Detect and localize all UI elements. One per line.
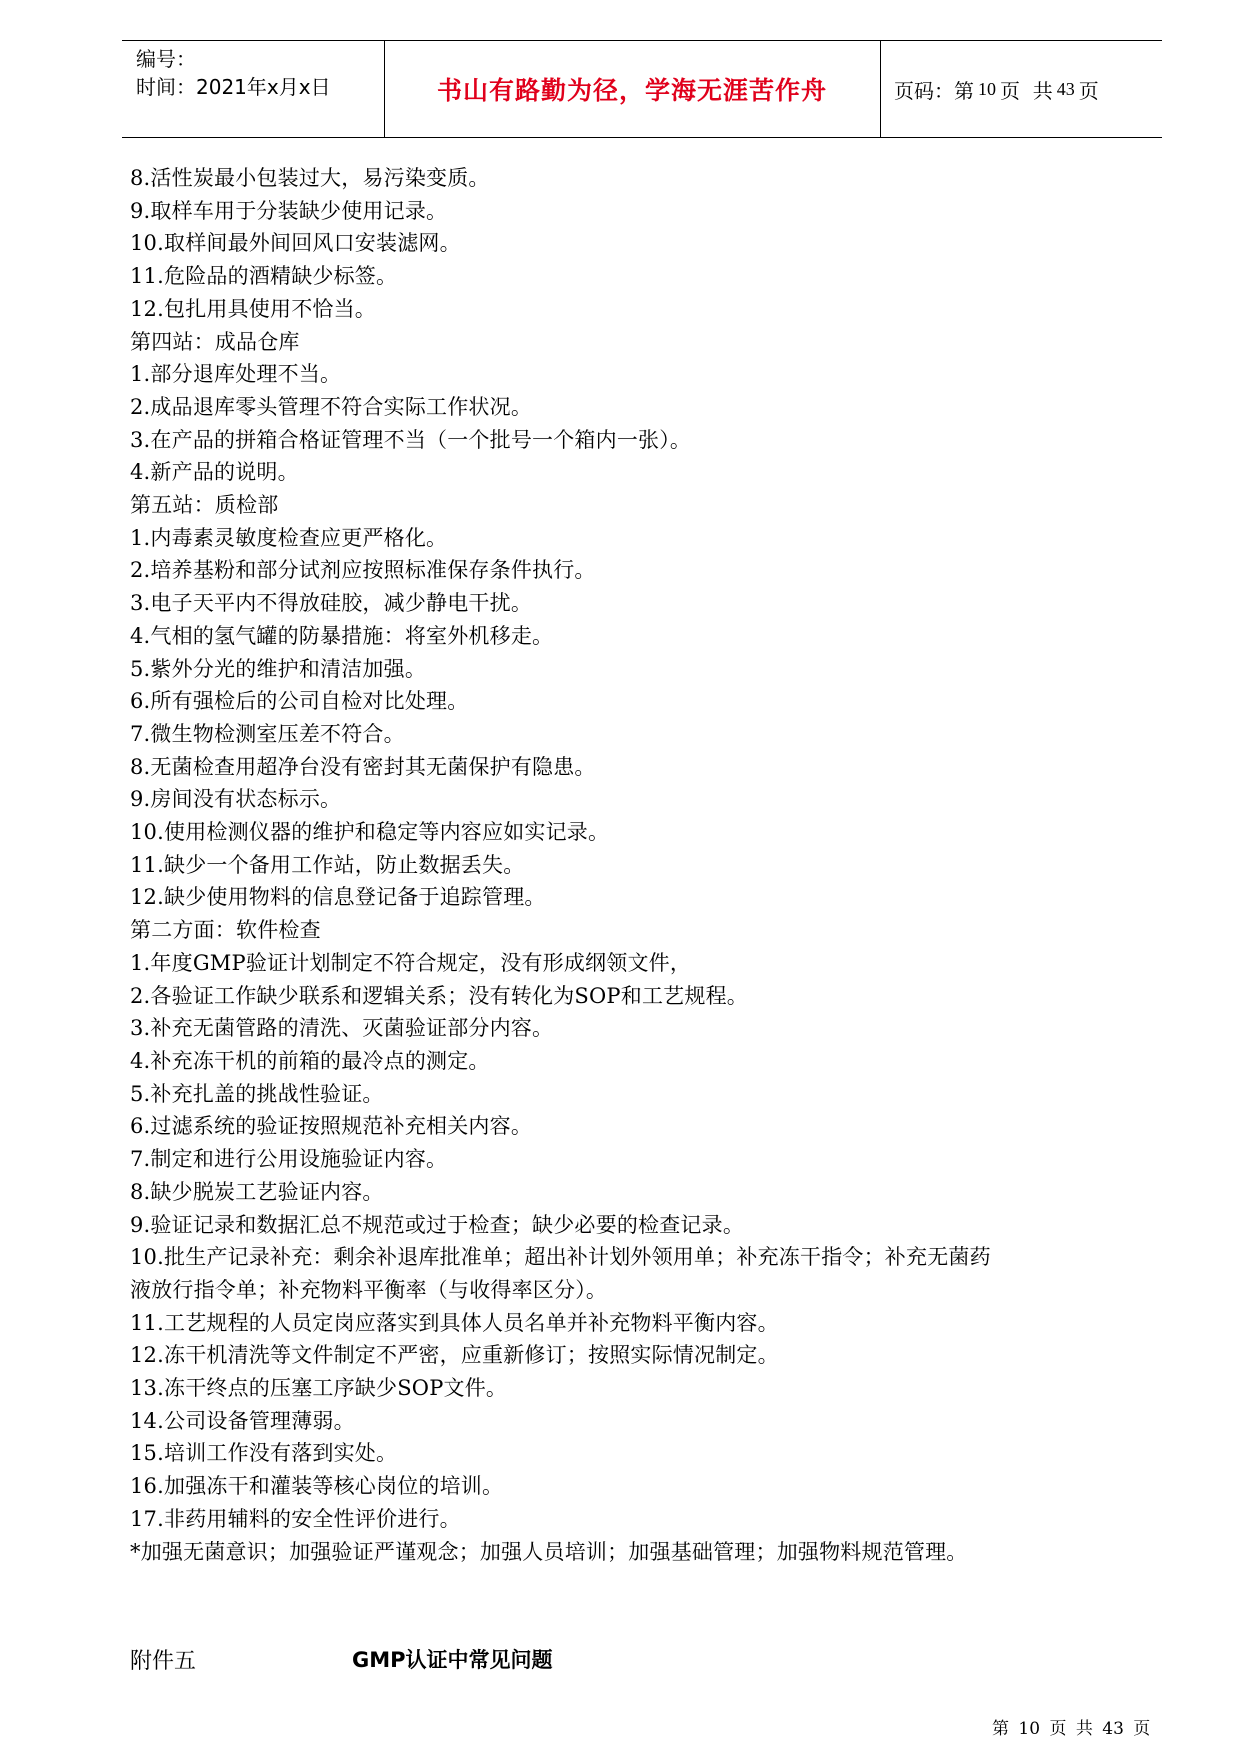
text-line: 11.缺少一个备用工作站，防止数据丢失。 bbox=[130, 852, 525, 877]
text-line: 5.补充扎盖的挑战性验证。 bbox=[130, 1081, 384, 1106]
text-line: 3.补充无菌管路的清洗、灭菌验证部分内容。 bbox=[130, 1016, 554, 1041]
text-line: 2.培养基粉和部分试剂应按照标准保存条件执行。 bbox=[130, 558, 596, 583]
text-line: 17.非药用辅料的安全性评价进行。 bbox=[130, 1506, 461, 1531]
text-line: 液放行指令单；补充物料平衡率（与收得率区分）。 bbox=[130, 1277, 608, 1302]
page-total: 43 bbox=[1056, 78, 1075, 99]
text-line: 3.在产品的拼箱合格证管理不当（一个批号一个箱内一张）。 bbox=[130, 427, 692, 452]
text-line: 8.无菌检查用超净台没有密封其无菌保护有隐患。 bbox=[130, 754, 596, 779]
text-line: 6.所有强检后的公司自检对比处理。 bbox=[130, 689, 469, 714]
text-line: 第四站：成品仓库 bbox=[130, 329, 300, 354]
page-suffix: 页 bbox=[1078, 78, 1099, 103]
text-line: 13.冻干终点的压塞工序缺少SOP文件。 bbox=[130, 1376, 508, 1401]
text-line: 3.电子天平内不得放硅胶，减少静电干扰。 bbox=[130, 591, 533, 616]
code-label: 编号： bbox=[136, 47, 196, 71]
header-motto: 书山有路勤为径，学海无涯苦作舟 bbox=[436, 76, 827, 105]
annex-label: 附件五 bbox=[130, 1649, 197, 1674]
text-line: 10.取样间最外间回风口安装滤网。 bbox=[130, 231, 461, 256]
text-line: 1.内毒素灵敏度检查应更严格化。 bbox=[130, 525, 448, 550]
text-line: 7.制定和进行公用设施验证内容。 bbox=[130, 1147, 448, 1172]
time-label: 时间：2021年x月x日 bbox=[136, 75, 331, 99]
text-line: *加强无菌意识；加强验证严谨观念；加强人员培训；加强基础管理；加强物料规范管理。 bbox=[130, 1539, 968, 1564]
text-line: 8.活性炭最小包装过大，易污染变质。 bbox=[130, 166, 490, 190]
header-page-indicator bbox=[880, 41, 1162, 137]
text-line: 第五站：质检部 bbox=[130, 493, 279, 518]
text-line: 7.微生物检测室压差不符合。 bbox=[130, 721, 405, 746]
text-line: 11.工艺规程的人员定岗应落实到具体人员名单并补充物料平衡内容。 bbox=[130, 1310, 779, 1335]
text-line: 9.验证记录和数据汇总不规范或过于检查；缺少必要的检查记录。 bbox=[130, 1212, 745, 1237]
text-line: 11.危险品的酒精缺少标签。 bbox=[130, 264, 398, 289]
text-line: 1.部分退库处理不当。 bbox=[130, 362, 342, 387]
text-line: 2.各验证工作缺少联系和逻辑关系；没有转化为SOP和工艺规程。 bbox=[130, 983, 748, 1008]
page-footer: 第 10 页 共 43 页 bbox=[992, 1719, 1151, 1739]
page-current: 10 bbox=[978, 78, 996, 99]
text-line: 10.使用检测仪器的维护和稳定等内容应如实记录。 bbox=[130, 820, 610, 845]
page-mid: 页 共 bbox=[1000, 78, 1053, 103]
text-line: 6.过滤系统的验证按照规范补充相关内容。 bbox=[130, 1114, 533, 1139]
text-line: 5.紫外分光的维护和清洁加强。 bbox=[130, 656, 427, 681]
text-line: 4.新产品的说明。 bbox=[130, 460, 299, 485]
header-meta bbox=[136, 45, 376, 101]
text-line: 12.缺少使用物料的信息登记备于追踪管理。 bbox=[130, 885, 546, 910]
page-header bbox=[122, 40, 1162, 138]
text-line: 15.培训工作没有落到实处。 bbox=[130, 1441, 398, 1466]
text-line: 1.年度GMP验证计划制定不符合规定，没有形成纲领文件， bbox=[130, 950, 692, 975]
text-line: 12.冻干机清洗等文件制定不严密，应重新修订；按照实际情况制定。 bbox=[130, 1343, 779, 1368]
text-line: 12.包扎用具使用不恰当。 bbox=[130, 296, 376, 321]
text-line: 4.气相的氢气罐的防暴措施：将室外机移走。 bbox=[130, 623, 554, 648]
text-line: 10.批生产记录补充：剩余补退库批准单；超出补计划外领用单；补充冻干指令；补充无菌药 bbox=[130, 1245, 991, 1270]
text-line: 4.补充冻干机的前箱的最冷点的测定。 bbox=[130, 1048, 490, 1073]
text-line: 2.成品退库零头管理不符合实际工作状况。 bbox=[130, 394, 533, 419]
page-prefix: 页码：第 bbox=[894, 78, 974, 103]
text-line: 9.取样车用于分装缺少使用记录。 bbox=[130, 198, 448, 223]
annex-title: GMP认证中常见问题 bbox=[352, 1648, 553, 1672]
text-line: 8.缺少脱炭工艺验证内容。 bbox=[130, 1179, 384, 1204]
text-line: 14.公司设备管理薄弱。 bbox=[130, 1408, 355, 1433]
text-line: 第二方面：软件检查 bbox=[130, 918, 321, 943]
text-line: 9.房间没有状态标示。 bbox=[130, 787, 342, 812]
text-line: 16.加强冻干和灌装等核心岗位的培训。 bbox=[130, 1474, 504, 1499]
document-body bbox=[130, 162, 1164, 1568]
